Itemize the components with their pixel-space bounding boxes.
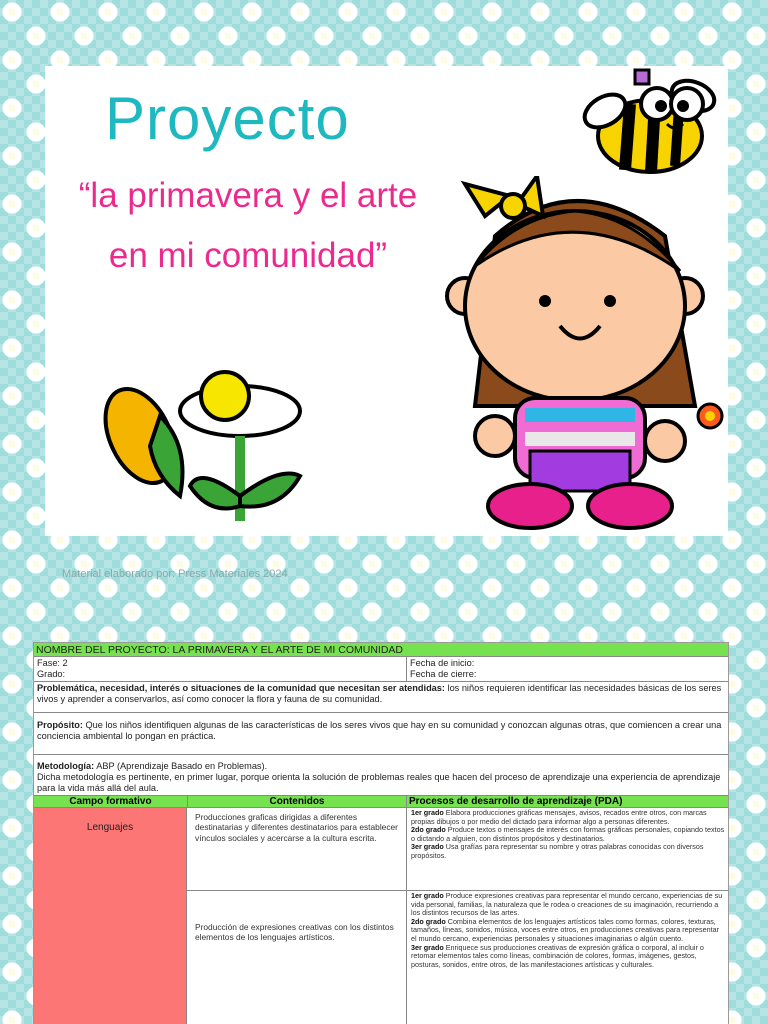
pda-2 xyxy=(408,891,728,970)
fase-label: Fase: 2 xyxy=(37,658,68,668)
grado-label: Grado: xyxy=(37,669,66,679)
col-contenidos-header: Contenidos xyxy=(187,796,406,808)
fecha-inicio-label: Fecha de inicio: xyxy=(410,658,475,668)
col-pda-header: Procesos de desarrollo de aprendizaje (PDA) xyxy=(406,796,729,808)
problematica-label: Problemática, necesidad, interés o situaciones de la comunidad que necesitan ser atendidas: xyxy=(37,683,445,693)
metodologia-text: ABP (Aprendizaje Basado en Problemas). xyxy=(94,761,268,771)
fecha-cierre-label: Fecha de cierre: xyxy=(410,669,477,679)
col-campo-header: Campo formativo xyxy=(34,796,187,808)
bee-illustration xyxy=(575,66,725,186)
contenido-2: Producción de expresiones creativas con los distintos elementos de los lenguajes artísticos. xyxy=(195,922,394,943)
cover-card xyxy=(45,66,728,536)
fase-row xyxy=(34,657,728,682)
credit-text: Material elaborado por: Press Materiales 2024 xyxy=(62,568,288,580)
pda-2-item: 3er grado Enriquece sus producciones creativas de expresión gráfica o corporal, al incluir o retomar elementos tales como líneas, combinación de colores, formas, imágenes, gestos, posturas, sonidos, entre otros, de las manifestaciones artísticas y culturales. xyxy=(411,942,704,969)
campo-label: Lenguajes xyxy=(86,822,134,833)
pda-1-item: 2do grado Produce textos o mensajes de interés con formas gráficas personales, copiando textos o dictando a alguien, con distintos propósitos y destinatarios. xyxy=(411,825,725,843)
problematica-text: los niños requieren identificar las necesidades básicas de los seres vivos y aprender a conservarlos, así como conocer la flora y fauna de su comunidad. xyxy=(37,683,722,704)
pda-2-item: 1er grado Produce expresiones creativas para representar el mundo cercano, experiencias de su vida personal, familias, la naturaleza que le rodea o creaciones de su imaginación, recurriendo a los distintos recursos de las artes. xyxy=(411,891,723,918)
proposito-text: Que los niños identifiquen algunas de las características de los seres vivos que hay en su comunidad y conozcan algunas otras, que comiencen a crear una conciencia ambiental lo pongan en práctica. xyxy=(37,720,722,741)
pda-1 xyxy=(408,808,728,862)
metodologia-desc: Dicha metodología es pertinente, en primer lugar, porque orienta la solución de problemas reales que hacen del proceso de aprendizaje una experiencia de aprendizaje para la vida más allá del aula. xyxy=(37,772,721,793)
metodologia-label: Metodología: xyxy=(37,761,95,771)
pda-1-item: 1er grado Elabora producciones gráficas mensajes, avisos, recados entre otros, con marcas propias dibujos o por medio del dictado para informar algo a personas diferentes. xyxy=(411,808,707,826)
project-subtitle: “la primavera y el arte en mi comunidad” xyxy=(78,176,418,275)
planning-table xyxy=(33,642,729,1024)
girl-illustration xyxy=(425,176,725,536)
contenido-1: Producciones graficas dirigidas a diferentes destinatarias y diferentes destinatarios para establecer vínculos sociales y acercarse a la cultura escrita. xyxy=(195,812,398,843)
project-name-header: NOMBRE DEL PROYECTO: LA PRIMAVERA Y EL ARTE DE MI COMUNIDAD xyxy=(34,643,728,657)
pda-2-item: 2do grado Combina elementos de los lenguajes artísticos tales como formas, colores, texturas, tamaños, líneas, sonidos, música, voces entre otros, en producciones creativas para representar el mundo cercano, experiencias personales y situaciones imaginarias o algún cuento. xyxy=(411,916,720,943)
proposito-row xyxy=(34,713,728,755)
corn-and-flower-illustration xyxy=(100,366,350,531)
pda-1-item: 3er grado Usa grafías para representar su nombre y otras palabras conocidas con diversos propósitos. xyxy=(411,842,704,860)
proposito-label: Propósito: xyxy=(37,720,83,730)
metodologia-row xyxy=(34,755,728,796)
planning-page xyxy=(0,594,768,1024)
campo-cell xyxy=(34,808,187,1024)
problematica-row xyxy=(34,682,728,713)
project-title: Proyecto xyxy=(105,85,350,152)
